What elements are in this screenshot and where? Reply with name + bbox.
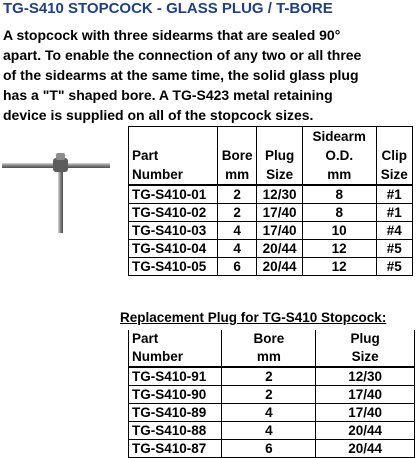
part-number-cell: TG-S410-87 [129,440,222,458]
plug-size-cell: 20/44 [316,422,415,440]
sidearm-od-cell: 12 [302,258,376,276]
table-row [129,240,413,258]
bore-cell: 2 [217,185,256,204]
bore-cell: 6 [222,440,316,458]
description-line: device is supplied on all of the stopcock sizes. [3,107,314,123]
part-number-cell: TG-S410-02 [129,204,218,222]
page-title: TG-S410 STOPCOCK - GLASS PLUG / T-BORE [3,0,333,17]
sidearm-od-cell: 10 [302,222,376,240]
table-row [129,258,413,276]
sidearm-od-cell: 8 [302,204,376,222]
stopcock-sizes-table [128,126,413,276]
clip-size-cell: #1 [376,204,412,222]
table-header-row [129,330,415,367]
bore-cell: 2 [222,367,316,386]
table-row [129,185,413,204]
part-number-cell: TG-S410-03 [129,222,218,240]
replacement-plug-table [128,330,415,458]
part-number-cell: TG-S410-05 [129,258,218,276]
sidearm-od-cell: 12 [302,240,376,258]
col-plug-size: Plug Size [316,330,415,367]
product-description [3,25,417,125]
col-bore: Bore mm [217,127,256,186]
plug-size-cell: 17/40 [316,386,415,404]
col-part-number: Part Number [129,127,218,186]
stopcock-image [0,145,112,235]
plug-size-cell: 12/30 [257,185,302,204]
table-row [129,204,413,222]
clip-size-cell: #4 [376,222,412,240]
left-sidearm [2,163,54,168]
bore-cell: 2 [222,386,316,404]
clip-size-cell: #5 [376,240,412,258]
clip-size-cell: #1 [376,185,412,204]
plug-size-cell: 20/44 [316,440,415,458]
bottom-sidearm [58,171,63,233]
table-row [129,367,415,386]
sidearm-od-cell: 8 [302,185,376,204]
bore-cell: 4 [222,404,316,422]
description-line: has a "T" shaped bore. A TG-S423 metal retaining [3,87,333,103]
part-number-cell: TG-S410-91 [129,367,222,386]
part-number-cell: TG-S410-90 [129,386,222,404]
plug-size-cell: 17/40 [257,222,302,240]
plug-size-cell: 12/30 [316,367,415,386]
table-row [129,440,415,458]
bore-cell: 2 [217,204,256,222]
plug-size-cell: 17/40 [316,404,415,422]
plug-size-cell: 20/44 [257,240,302,258]
col-clip-size: Clip Size [376,127,412,186]
table-row [129,404,415,422]
plug-size-cell: 20/44 [257,258,302,276]
part-number-cell: TG-S410-04 [129,240,218,258]
right-sidearm [68,163,110,168]
part-number-cell: TG-S410-89 [129,404,222,422]
col-bore: Bore mm [222,330,316,367]
description-line: of the sidearms at the same time, the solid glass plug [3,67,359,83]
clip-size-cell: #5 [376,258,412,276]
stopcock-body [53,158,68,172]
table-header-row [129,127,413,186]
col-sidearm-od: Sidearm O.D. mm [302,127,376,186]
bore-cell: 4 [217,222,256,240]
table-row [129,386,415,404]
table-row [129,222,413,240]
plug-size-cell: 17/40 [257,204,302,222]
description-line: A stopcock with three sidearms that are sealed 90° [3,27,341,43]
plug-handle [56,153,65,160]
part-number-cell: TG-S410-88 [129,422,222,440]
bore-cell: 6 [217,258,256,276]
description-line: apart. To enable the connection of any two or all three [3,47,362,63]
table-row [129,422,415,440]
bore-cell: 4 [222,422,316,440]
replacement-plug-title: Replacement Plug for TG-S410 Stopcock: [120,310,387,325]
col-plug-size: Plug Size [257,127,302,186]
bore-cell: 4 [217,240,256,258]
col-part-number: Part Number [129,330,222,367]
part-number-cell: TG-S410-01 [129,185,218,204]
